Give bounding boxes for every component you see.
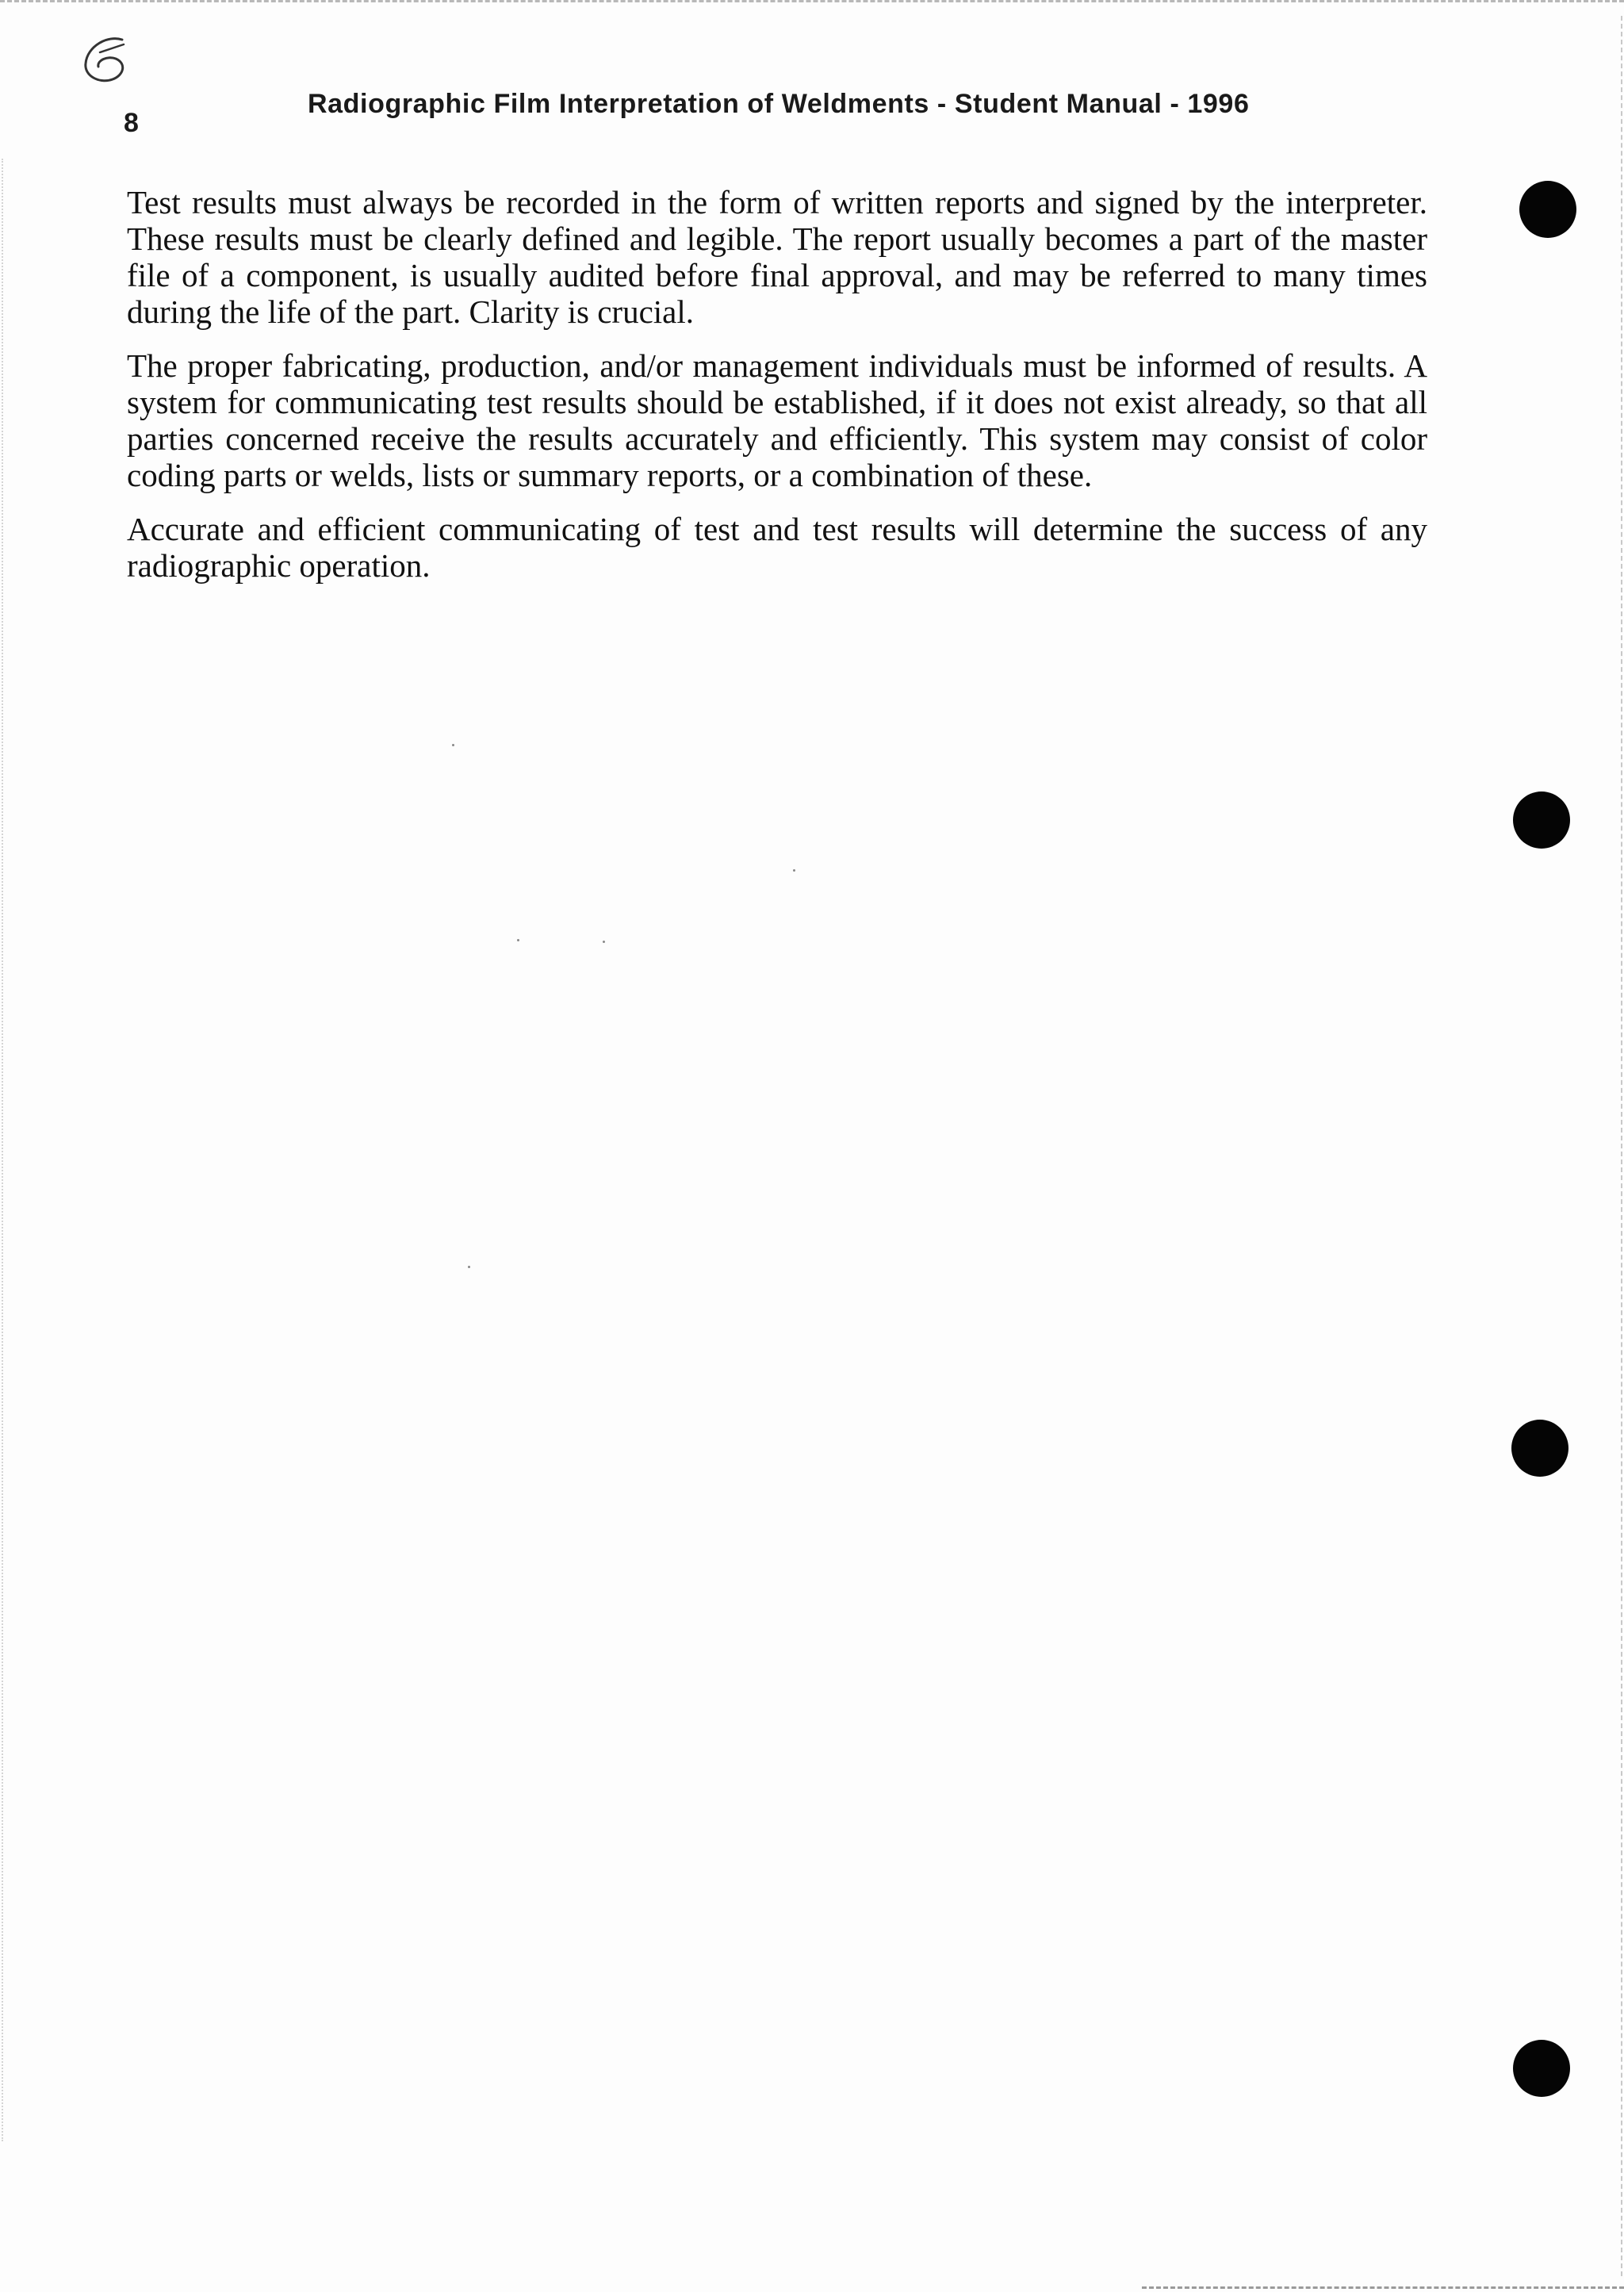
paragraph: Accurate and efficient communicating of test and test results will determine the success of any radiographic operation. xyxy=(127,511,1427,584)
scan-speck xyxy=(793,869,795,872)
page-left-edge xyxy=(2,159,5,2141)
page-header xyxy=(117,86,1426,138)
body-text xyxy=(127,184,1427,601)
scan-speck xyxy=(517,939,519,941)
scan-speck xyxy=(468,1266,470,1268)
page-number: 8 xyxy=(124,108,139,138)
scan-speck xyxy=(452,744,454,746)
running-title: Radiographic Film Interpretation of Weldments - Student Manual - 1996 xyxy=(308,89,1250,119)
punch-hole-icon xyxy=(1513,791,1570,849)
paragraph: Test results must always be recorded in the form of written reports and signed by the interpreter. These results must be clearly defined and legible. The report usually becomes a part of the master file of a component, is usually audited before final approval, and may be referred to many times during the life of the part. Clarity is crucial. xyxy=(127,184,1427,330)
punch-hole-icon xyxy=(1519,181,1576,238)
punch-hole-icon xyxy=(1511,1420,1568,1477)
scan-speck xyxy=(603,941,605,943)
page-bottom-edge xyxy=(1142,2284,1624,2289)
page-right-edge xyxy=(1619,16,1622,2276)
page-top-edge xyxy=(0,0,1624,5)
punch-hole-icon xyxy=(1513,2040,1570,2097)
paragraph: The proper fabricating, production, and/or management individuals must be informed of results. A system for communicating test results should be established, if it does not exist already, so that all parties concerned receive the results accurately and efficiently. This system may consist of color coding parts or welds, lists or summary reports, or a combination of these. xyxy=(127,347,1427,493)
